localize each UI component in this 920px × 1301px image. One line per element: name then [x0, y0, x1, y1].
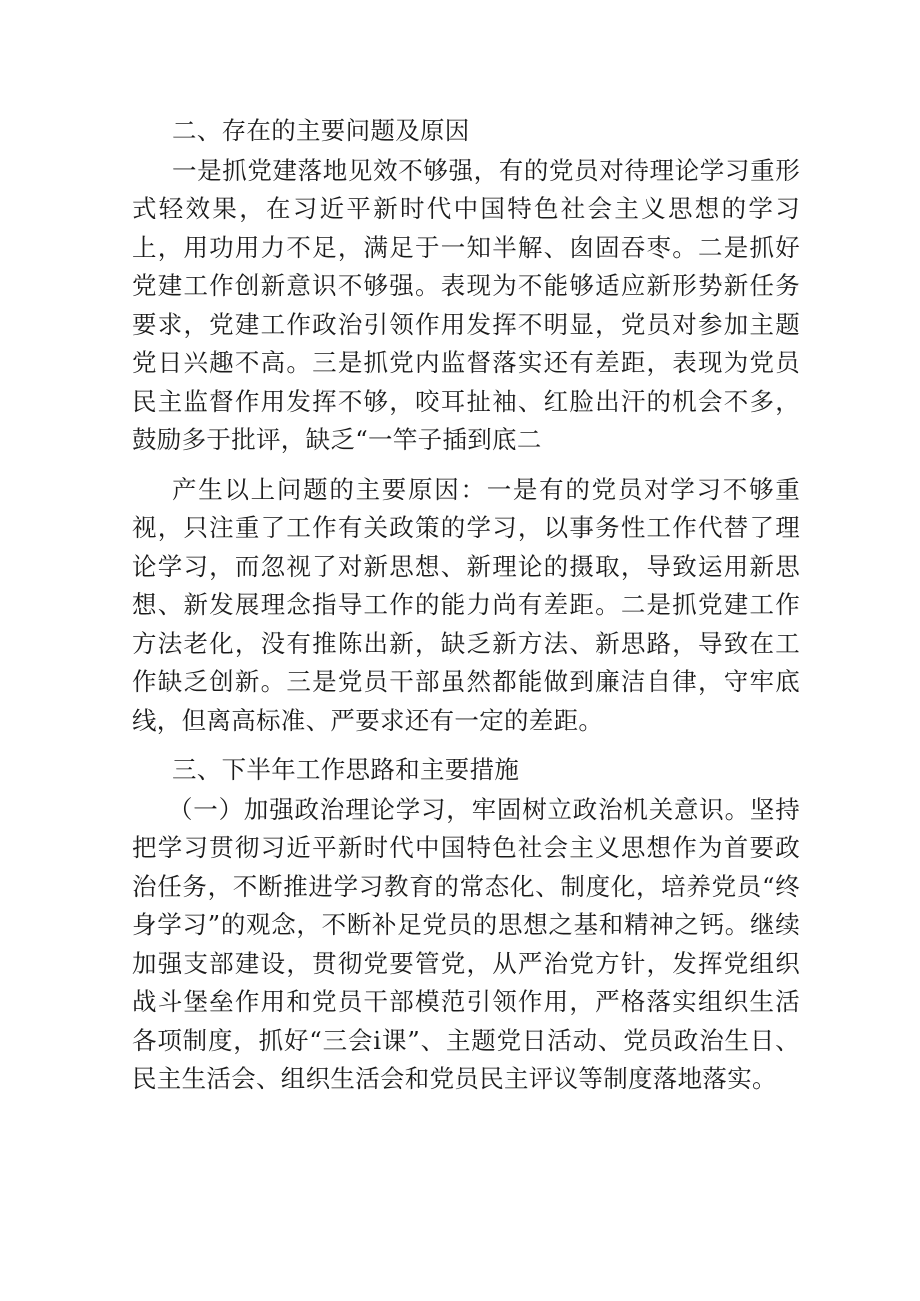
paragraph-measure-1: （一）加强政治理论学习，牢固树立政治机关意识。坚持把学习贯彻习近平新时代中国特色社会主义思想作为首要政治任务，不断推进学习教育的常态化、制度化，培养党员“终身学习”的观念，不断补足党员的思想之基和精神之钙。继续加强支部建设，贯彻党要管党，从严治党方针，发挥党组织战斗堡垒作用和党员干部模范引领作用，严格落实组织生活各项制度，抓好“三会i课”、主题党日活动、党员政治生日、民主生活会、组织生活会和党员民主评议等制度落地落实。: [132, 794, 800, 1093]
paragraph-causes: 产生以上问题的主要原因：一是有的党员对学习不够重视，只注重了工作有关政策的学习，以事务性工作代替了理论学习，而忽视了对新思想、新理论的摄取，导致运用新思想、新发展理念指导工作的能力尚有差距。二是抓党建工作方法老化，没有推陈出新，缺乏新方法、新思路，导致在工作缺乏创新。三是党员干部虽然都能做到廉洁自律，守牢底线，但离高标准、严要求还有一定的差距。: [132, 474, 800, 735]
document-body: [132, 112, 800, 1099]
paragraph-problems: 一是抓党建落地见效不够强，有的党员对待理论学习重形式轻效果，在习近平新时代中国特色社会主义思想的学习上，用功用力不足，满足于一知半解、囱固吞枣。二是抓好党建工作创新意识不够强。表现为不能够适应新形势新任务要求，党建工作政治引领作用发挥不明显，党员对参加主题党日兴趣不高。三是抓党内监督落实还有差距，表现为党员民主监督作用发挥不够，咬耳扯袖、红脸出汗的机会不多，鼓励多于批评，缺乏“一竿子插到底二: [132, 155, 800, 454]
section-heading-problems: 二、存在的主要问题及原因: [172, 116, 470, 145]
section-heading-plans: 三、下半年工作思路和主要措施: [172, 755, 520, 784]
